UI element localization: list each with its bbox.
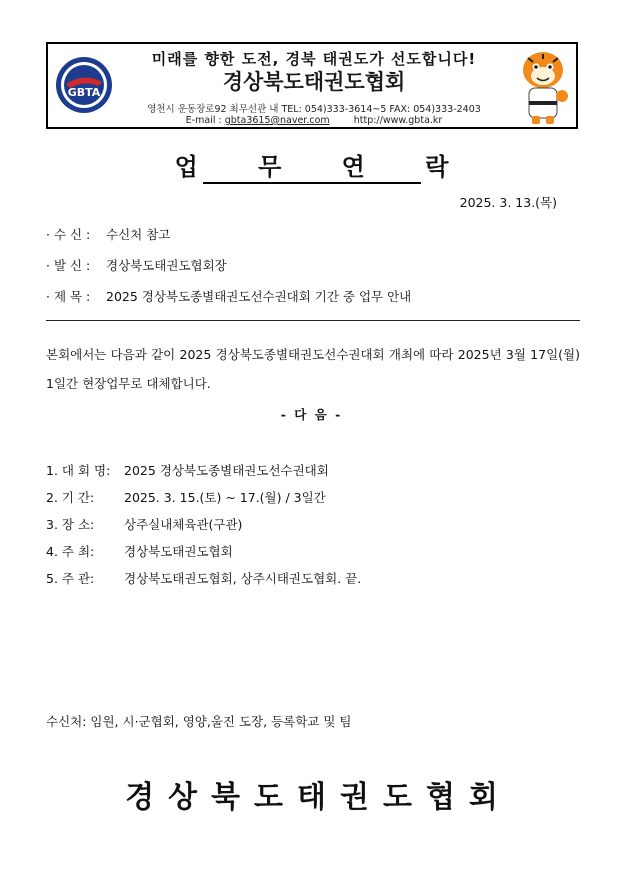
meta-key: · 발 신 : <box>46 258 91 273</box>
document-heading: 업 무 연 락 <box>174 153 475 181</box>
website-link[interactable]: http://www.gbta.kr <box>353 115 443 126</box>
tiger-mascot-icon <box>514 48 572 126</box>
meta-recipient <box>46 225 170 243</box>
meta-key: · 제 목 : <box>46 289 91 304</box>
item-key: 5. 주 관: <box>46 571 95 586</box>
item-value: 2025 경상북도종별태권도선수권대회 <box>124 463 329 478</box>
item-key: 1. 대 회 명: <box>46 463 111 478</box>
gbta-logo-icon <box>54 54 114 116</box>
logo-text: GBTA <box>67 86 101 99</box>
address-line: 영천시 운동장로92 최무선관 내 TEL: 054)333-3614~5 FAX: 054)333-2403 <box>147 104 481 115</box>
item-value: 경상북도태권도협회 <box>124 544 233 559</box>
item-value: 상주실내체육관(구관) <box>124 517 243 532</box>
item-key: 4. 주 최: <box>46 544 95 559</box>
meta-value: 2025 경상북도종별태권도선수권대회 기간 중 업무 안내 <box>106 289 412 304</box>
list-item <box>46 461 329 479</box>
body-paragraph: 본회에서는 다음과 같이 2025 경상북도종별태권도선수권대회 개최에 따라 2025년 3월 17일(월) 1일간 현장업무로 대체합니다. <box>46 347 580 391</box>
recipients-list: 수신처: 임원, 시·군협회, 영양,울진 도장, 등록학교 및 팀 <box>46 714 352 729</box>
letterhead <box>46 42 578 129</box>
contact-line <box>114 115 514 126</box>
footer-org-name: 경상북도태권도협회 <box>125 780 512 815</box>
item-key: 2. 기 간: <box>46 490 95 505</box>
email-link[interactable]: gbta3615@naver.com <box>224 115 330 126</box>
heading-underline <box>203 182 421 184</box>
list-item <box>46 569 361 587</box>
list-item <box>46 488 326 506</box>
document-date: 2025. 3. 13.(목) <box>459 195 557 210</box>
item-key: 3. 장 소: <box>46 517 95 532</box>
email-label: E-mail : <box>185 115 222 126</box>
meta-subject <box>46 287 411 305</box>
section-divider <box>46 320 580 321</box>
list-item <box>46 515 242 533</box>
meta-value: 경상북도태권도협회장 <box>106 258 227 273</box>
meta-sender <box>46 256 227 274</box>
item-value: 경상북도태권도협회, 상주시태권도협회. 끝. <box>124 571 362 586</box>
slogan: 미래를 향한 도전, 경북 태권도가 선도합니다! <box>151 50 477 68</box>
item-value: 2025. 3. 15.(토) ~ 17.(월) / 3일간 <box>124 490 326 505</box>
meta-key: · 수 신 : <box>46 227 91 242</box>
subtitle: - 다 음 - <box>280 407 343 422</box>
list-item <box>46 542 233 560</box>
org-title: 경상북도태권도협회 <box>222 70 406 94</box>
meta-value: 수신처 참고 <box>106 227 171 242</box>
